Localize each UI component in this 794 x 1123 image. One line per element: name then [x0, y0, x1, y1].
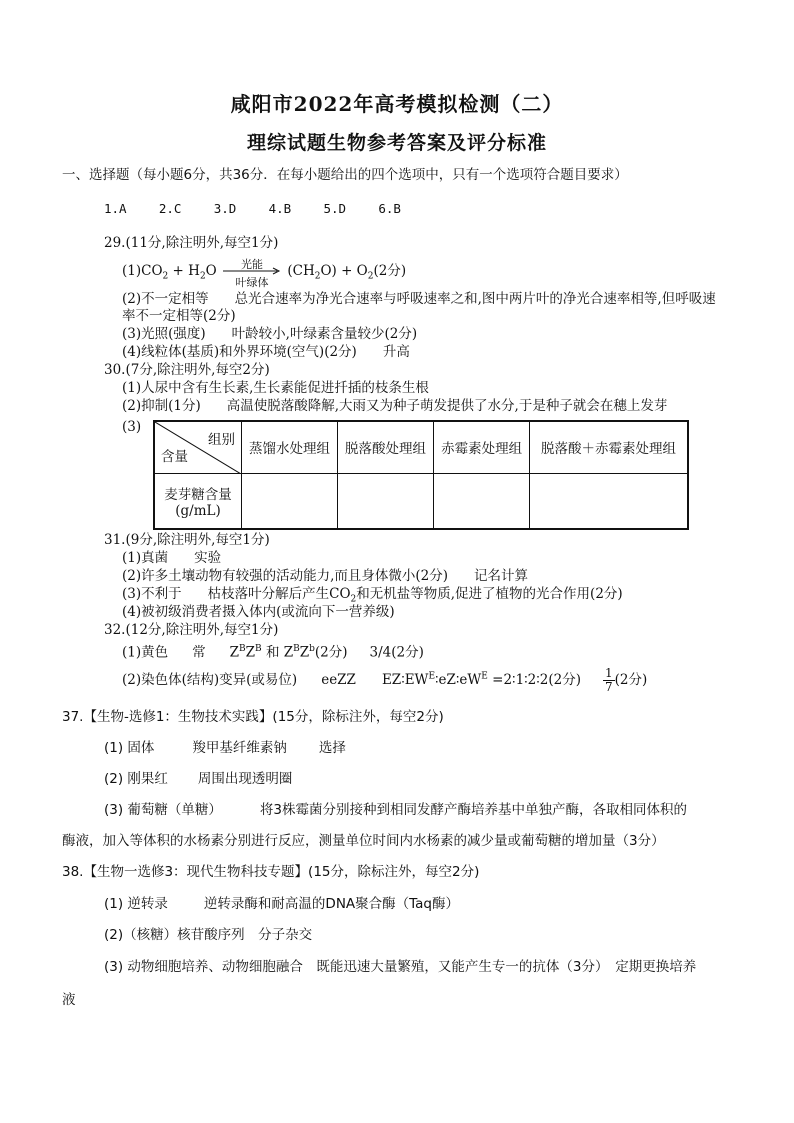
- q37-line3-cont: 酶液，加入等体积的水杨素分别进行反应，测量单位时间内水杨素的减少量或葡萄糖的增加量（3分）: [62, 833, 665, 849]
- q38-header: 38.【生物一选修3：现代生物科技专题】(15分，除标注外，每空2分): [62, 864, 480, 880]
- q31-line1: (1)真菌 实验: [122, 550, 222, 566]
- q38-line3-cont: 液: [62, 992, 76, 1008]
- mc-answer: 4.B: [268, 201, 292, 216]
- q31-header: 31.(9分,除注明外,每空1分): [104, 532, 270, 548]
- table-column-header: 蒸馏水处理组: [242, 421, 338, 473]
- q38-line2: (2)（核糖）核苷酸序列 分子杂交: [104, 927, 313, 943]
- table-cell: [434, 473, 530, 529]
- table-corner-cell: [154, 421, 242, 473]
- q32-line1: (1)黄色 常 $Z^BZ^B$ 和 $Z^BZ^b(2$分) 3/4(2分): [122, 644, 424, 661]
- q31-line2: (2)许多土壤动物有较强的活动能力,而且身体微小(2分) 记名计算: [122, 568, 529, 584]
- q29-line2: (2)不一定相等 总光合速率为净光合速率与呼吸速率之和,图中两片叶的净光合速率相等,但呼吸速: [122, 291, 716, 307]
- table-column-header: 脱落酸＋赤霉素处理组: [530, 421, 688, 473]
- q29-line2-cont: 率不一定相等(2分): [122, 308, 236, 324]
- q37-line3: (3) 葡萄糖（单糖） 将3株霉菌分别接种到相同发酵产酶培养基中单独产酶，各取相同体积的: [104, 802, 688, 818]
- mc-answer: 1.A: [104, 201, 127, 216]
- reaction-arrow: 光能 叶绿体: [223, 263, 281, 281]
- q31-line4: (4)被初级消费者摄入体内(或流向下一营养级): [122, 604, 395, 620]
- q37-line1: (1) 固体 羧甲基纤维素钠 选择: [104, 740, 346, 756]
- q30-line2: (2)抑制(1分) 高温使脱落酸降解,大雨又为种子萌发提供了水分,于是种子就会在穗上发芽: [122, 398, 668, 414]
- mc-answer-list: [104, 200, 429, 218]
- q30-header: 30.(7分,除注明外,每空2分): [104, 362, 270, 378]
- mc-answer: 2.C: [158, 201, 182, 216]
- q29-header: 29.(11分,除注明外,每空1分): [104, 235, 279, 251]
- table-cell: [530, 473, 688, 529]
- fraction-one-seventh: $\frac{1}{7}$: [604, 666, 613, 694]
- table-column-header: 脱落酸处理组: [338, 421, 434, 473]
- q37-line2: (2) 刚果红 周围出现透明圈: [104, 771, 293, 787]
- q29-line1: $(1)CO_2 + H_2O$ 光能 叶绿体 $(CH_2O) + O_2(2$分): [122, 257, 407, 289]
- q30-line1: (1)人尿中含有生长素,生长素能促进扦插的枝条生根: [122, 380, 429, 396]
- mc-answer: 5.D: [323, 201, 347, 216]
- corner-header-content: 含量: [161, 448, 188, 465]
- q30-line3-label: (3): [122, 419, 142, 435]
- q29-line4: (4)线粒体(基质)和外界环境(空气)(2分) 升高: [122, 344, 410, 360]
- q32-line2: (2)染色体(结构)变异(或易位) eeZZ $EZ∶EW^E∶eZ∶eW^E$ =2∶1∶2∶2(2分) $\frac{1}{7}$ (2分): [122, 666, 648, 694]
- q38-line1: (1) 逆转录 逆转录酶和耐高温的DNA聚合酶（Taq酶）: [104, 896, 460, 912]
- page-title: 咸阳市2022年高考模拟检测（二）: [230, 92, 564, 116]
- mc-answer: 6.B: [378, 201, 401, 216]
- corner-header-group: 组别: [208, 432, 235, 448]
- table-column-header: 赤霉素处理组: [434, 421, 530, 473]
- page-subtitle: 理综试题生物参考答案及评分标准: [246, 132, 547, 154]
- mc-answer: 3.D: [213, 201, 237, 216]
- q31-line3: (3)不利于 枯枝落叶分解后产生$CO_2$和无机盐等物质,促进了植物的光合作用(2分): [122, 586, 623, 605]
- q29-line3: (3)光照(强度) 叶龄较小,叶绿素含量较少(2分): [122, 326, 418, 342]
- experiment-design-table: [153, 420, 689, 530]
- q38-line3: (3) 动物细胞培养、动物细胞融合 既能迅速大量繁殖，又能产生专一的抗体（3分） 定期更换培养: [104, 959, 697, 975]
- table-row-label: 麦芽糖含量 (g/mL): [154, 473, 242, 529]
- q37-header: 37.【生物-选修1：生物技术实践】(15分，除标注外，每空2分): [62, 709, 444, 725]
- table-cell: [338, 473, 434, 529]
- table-cell: [242, 473, 338, 529]
- q32-header: 32.(12分,除注明外,每空1分): [104, 622, 279, 638]
- section1-heading: 一、选择题（每小题6分，共36分．在每小题给出的四个选项中，只有一个选项符合题目要求）: [62, 167, 628, 183]
